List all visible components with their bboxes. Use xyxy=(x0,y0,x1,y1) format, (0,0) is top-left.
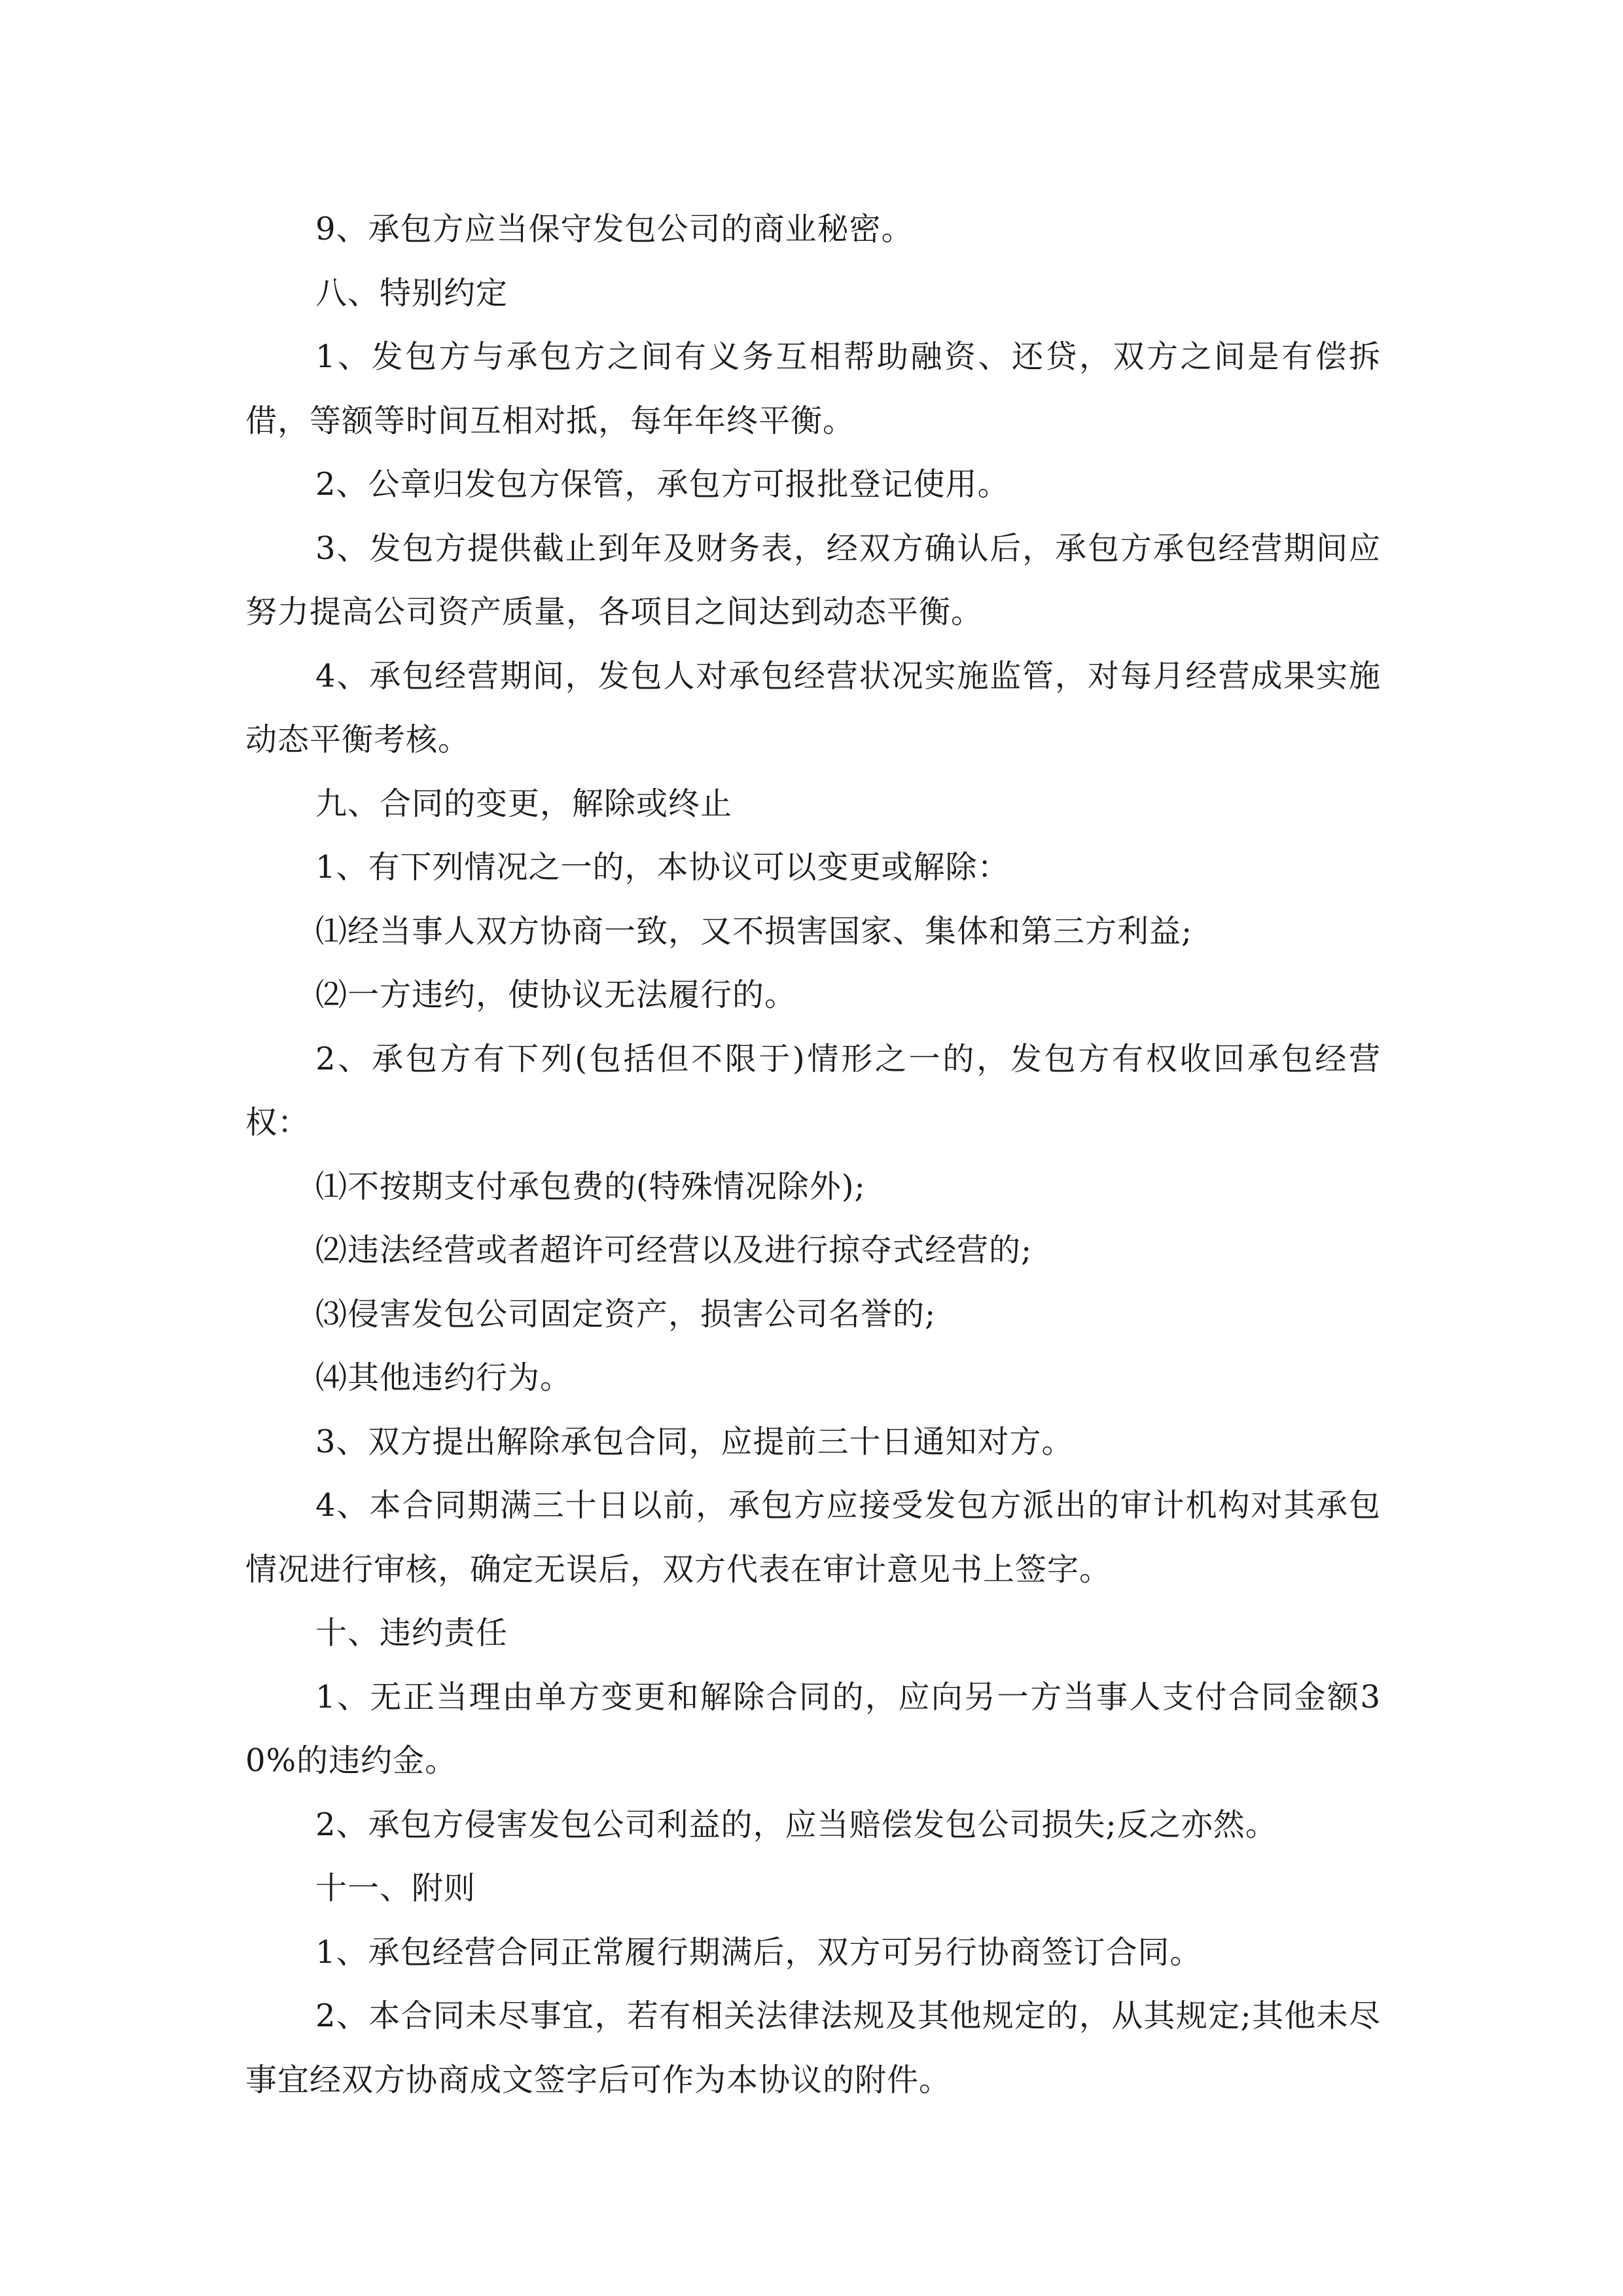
paragraph-change-2: 2、承包方有下列(包括但不限于)情形之一的，发包方有权收回承包经营权： xyxy=(245,1040,1381,1141)
paragraph-change-2-item-3: ⑶侵害发包公司固定资产，损害公司名誉的; xyxy=(315,1295,936,1333)
paragraph-clause-9-confidentiality: 9、承包方应当保守发包公司的商业秘密。 xyxy=(315,211,914,247)
paragraph-change-3: 3、双方提出解除承包合同，应提前三十日通知对方。 xyxy=(315,1423,1074,1460)
document-body xyxy=(245,198,1381,2112)
paragraph-change-2-item-4: ⑷其他违约行为。 xyxy=(315,1359,573,1396)
paragraph-change-1: 1、有下列情况之一的，本协议可以变更或解除： xyxy=(315,849,1010,886)
paragraph-special-1: 1、发包方与承包方之间有义务互相帮助融资、还贷，双方之间是有偿拆借，等额等时间互相对抵，每年年终平衡。 xyxy=(245,338,1381,439)
section-heading-liability: 十、违约责任 xyxy=(315,1615,508,1651)
section-heading-special-agreements: 八、特别约定 xyxy=(315,274,508,312)
paragraph-liability-1: 1、无正当理由单方变更和解除合同的，应向另一方当事人支付合同金额30%的违约金。 xyxy=(245,1678,1381,1779)
paragraph-change-2-item-2: ⑵违法经营或者超许可经营以及进行掠夺式经营的; xyxy=(315,1232,1033,1268)
paragraph-change-1-item-1: ⑴经当事人双方协商一致，又不损害国家、集体和第三方利益; xyxy=(315,912,1193,950)
paragraph-special-3: 3、发包方提供截止到年及财务表，经双方确认后，承包方承包经营期间应努力提高公司资产质量，各项目之间达到动态平衡。 xyxy=(245,529,1381,630)
section-heading-supplementary: 十一、附则 xyxy=(315,1870,476,1907)
paragraph-change-2-item-1: ⑴不按期支付承包费的(特殊情况除外); xyxy=(315,1168,866,1205)
paragraph-special-2: 2、公章归发包方保管，承包方可报批登记使用。 xyxy=(315,466,1010,503)
paragraph-special-4: 4、承包经营期间，发包人对承包经营状况实施监管，对每月经营成果实施动态平衡考核。 xyxy=(245,657,1381,758)
paragraph-change-4: 4、本合同期满三十日以前，承包方应接受发包方派出的审计机构对其承包情况进行审核，确定无误后，双方代表在审计意见书上签字。 xyxy=(245,1487,1381,1588)
paragraph-supplementary-1: 1、承包经营合同正常履行期满后，双方可另行协商签订合同。 xyxy=(315,1933,1202,1971)
paragraph-liability-2: 2、承包方侵害发包公司利益的，应当赔偿发包公司损失;反之亦然。 xyxy=(315,1806,1277,1843)
paragraph-change-1-item-2: ⑵一方违约，使协议无法履行的。 xyxy=(315,977,797,1013)
paragraph-supplementary-2: 2、本合同未尽事宜，若有相关法律法规及其他规定的，从其规定;其他未尽事宜经双方协商成文签字后可作为本协议的附件。 xyxy=(245,1998,1381,2098)
section-heading-contract-change: 九、合同的变更，解除或终止 xyxy=(315,785,733,822)
